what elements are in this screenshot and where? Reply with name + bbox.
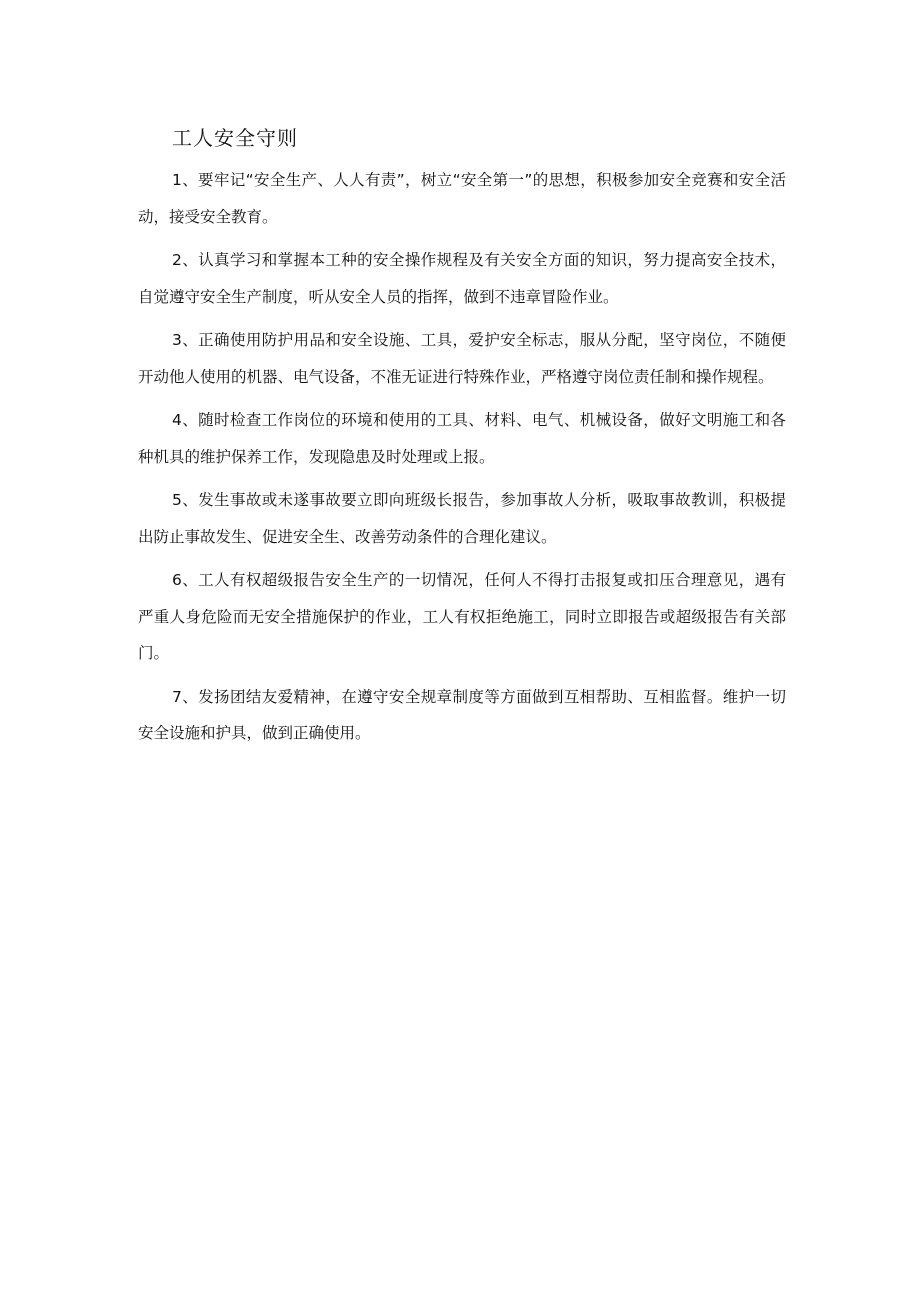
rule-paragraph-3: 3、正确使用防护用品和安全设施、工具，爱护安全标志，服从分配，坚守岗位，不随便开动他人使用的机器、电气设备，不准无证进行特殊作业，严格遵守岗位责任制和操作规程。 [138, 331, 786, 386]
rules-list [138, 162, 786, 759]
rule-paragraph-1: 1、要牢记“安全生产、人人有责”，树立“安全第一”的思想，积极参加安全竞赛和安全活动，接受安全教育。 [138, 171, 786, 226]
rule-paragraph-2: 2、认真学习和掌握本工种的安全操作规程及有关安全方面的知识，努力提高安全技术，自觉遵守安全生产制度，听从安全人员的指挥，做到不违章冒险作业。 [138, 251, 786, 306]
document-title: 工人安全守则 [172, 126, 298, 150]
rule-paragraph-6: 6、工人有权超级报告安全生产的一切情况，任何人不得打击报复或扣压合理意见，遇有严重人身危险而无安全措施保护的作业，工人有权拒绝施工，同时立即报告或超级报告有关部门。 [138, 571, 786, 662]
rule-paragraph-7: 7、发扬团结友爱精神，在遵守安全规章制度等方面做到互相帮助、互相监督。维护一切安全设施和护具，做到正确使用。 [138, 687, 786, 742]
rule-paragraph-4: 4、随时检查工作岗位的环境和使用的工具、材料、电气、机械设备，做好文明施工和各种机具的维护保养工作，发现隐患及时处理或上报。 [138, 411, 786, 466]
rule-paragraph-5: 5、发生事故或未遂事故要立即向班级长报告，参加事故人分析，吸取事故教训，积极提出防止事故发生、促进安全生、改善劳动条件的合理化建议。 [138, 491, 786, 546]
